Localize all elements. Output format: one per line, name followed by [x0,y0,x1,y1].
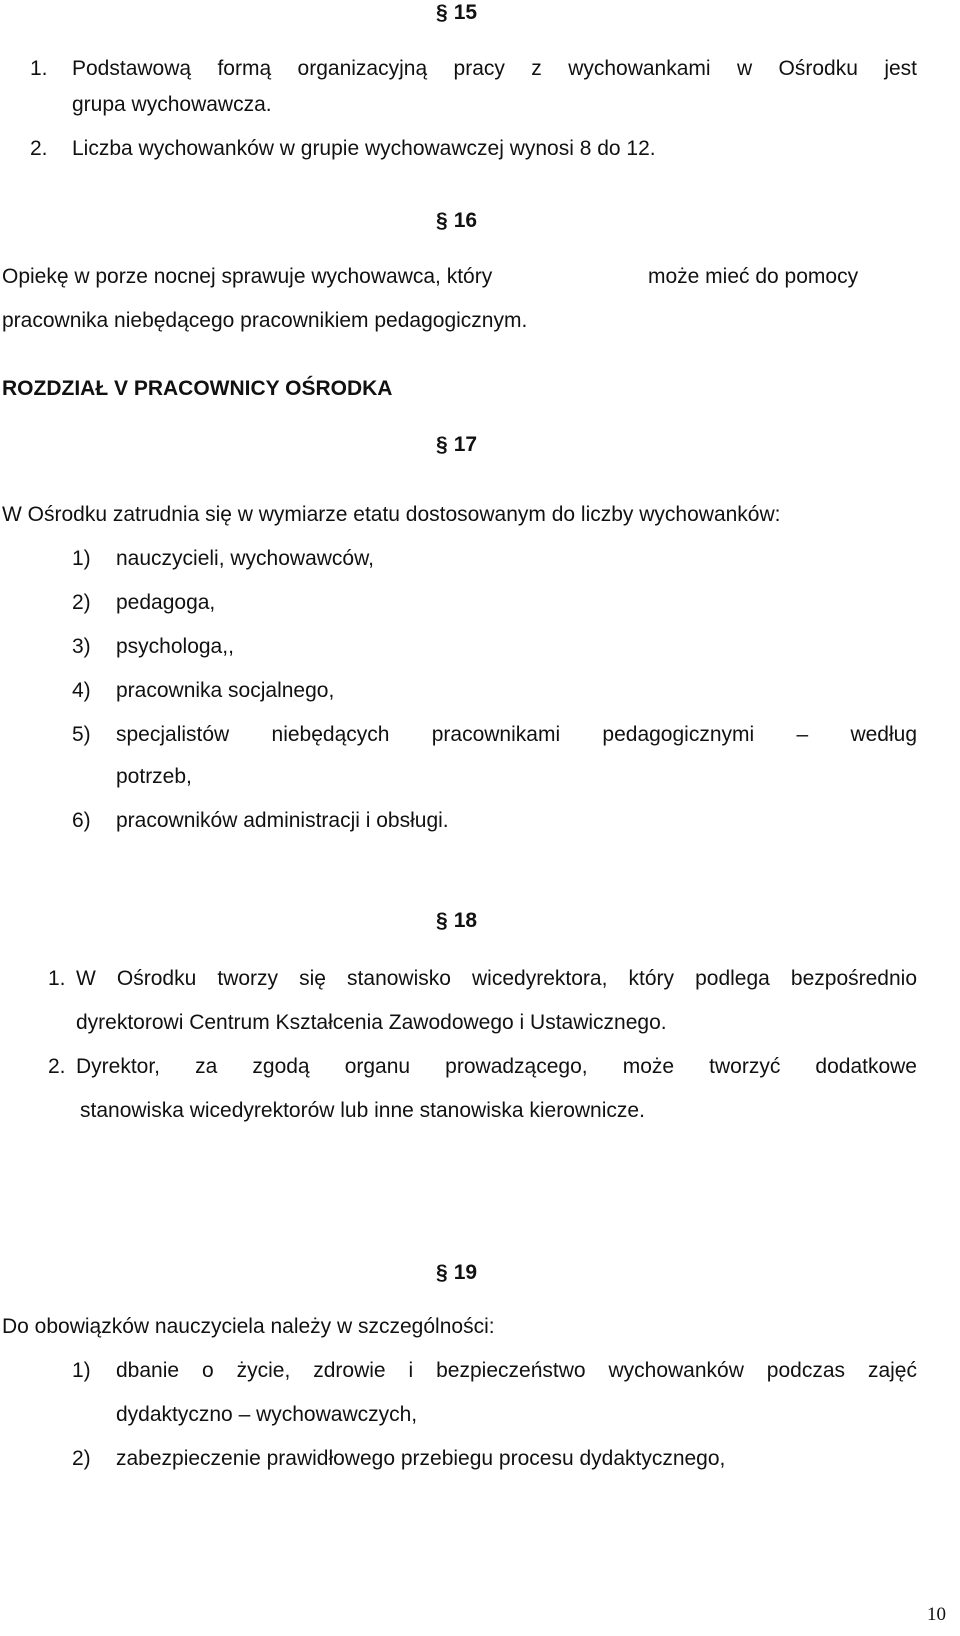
s17-item6-number: 6) [72,809,91,832]
s18-item1-line1: W Ośrodku tworzy się stanowisko wicedyrektora, który podlega bezpośrednio [76,967,917,990]
s17-item4-number: 4) [72,679,91,702]
s16-line1-right: może mieć do pomocy [648,265,859,288]
s17-item6-text: pracowników administracji i obsługi. [116,809,449,832]
s18-item2-line1: Dyrektor, za zgodą organu prowadzącego, może tworzyć dodatkowe [76,1055,917,1078]
section-19-heading [436,1260,477,1286]
section-number: 16 [453,209,478,232]
s19-intro: Do obowiązków nauczyciela należy w szczególności: [2,1315,495,1338]
s17-item3-number: 3) [72,635,91,658]
s17-item1-number: 1) [72,547,91,570]
s15-item1-number: 1. [30,57,48,80]
s18-item1-line2: dyrektorowi Centrum Kształcenia Zawodowego i Ustawicznego. [76,1011,667,1034]
s17-item2-number: 2) [72,591,91,614]
s19-item1-line2: dydaktyczno – wychowawczych, [116,1403,418,1426]
section-symbol: § [436,1,448,24]
s16-line1-left: Opiekę w porze nocnej sprawuje wychowawca, który [2,265,493,288]
s18-item2-number: 2. [48,1055,66,1078]
section-number: 17 [453,433,478,456]
s17-item5-number: 5) [72,723,91,746]
section-16-heading [436,208,477,234]
s17-item5-continuation: potrzeb, [116,765,192,788]
section-18-heading [436,908,477,934]
page-number: 10 [927,1604,946,1625]
section-number: 15 [453,1,478,24]
section-15-heading [436,0,477,26]
s17-item2-text: pedagoga, [116,591,216,614]
chapter-title: ROZDZIAŁ V PRACOWNICY OŚRODKA [2,377,393,400]
section-symbol: § [436,209,448,232]
s18-item1-number: 1. [48,967,66,990]
s15-item1-line2: grupa wychowawcza. [72,93,272,116]
s19-item1-line1: dbanie o życie, zdrowie i bezpieczeństwo wychowanków podczas zajęć [116,1359,917,1382]
section-symbol: § [436,909,448,932]
s15-item2-number: 2. [30,137,48,160]
s17-intro: W Ośrodku zatrudnia się w wymiarze etatu dostosowanym do liczby wychowanków: [2,503,781,526]
s18-item2-line2: stanowiska wicedyrektorów lub inne stanowiska kierownicze. [80,1099,645,1122]
s17-item5-text: specjalistów niebędących pracownikami pedagogicznymi – według [116,723,917,746]
s17-item3-text: psychologa,, [116,635,234,658]
s15-item2-text: Liczba wychowanków w grupie wychowawczej wynosi 8 do 12. [72,137,656,160]
section-number: 18 [453,909,478,932]
s16-line2: pracownika niebędącego pracownikiem pedagogicznym. [2,309,528,332]
section-symbol: § [436,1261,448,1284]
s17-item4-text: pracownika socjalnego, [116,679,335,702]
s17-item1-text: nauczycieli, wychowawców, [116,547,374,570]
s19-item2-number: 2) [72,1447,91,1470]
section-symbol: § [436,433,448,456]
s19-item1-number: 1) [72,1359,91,1382]
s15-item1-line1: Podstawową formą organizacyjną pracy z wychowankami w Ośrodku jest [72,57,917,80]
section-17-heading [436,432,477,458]
section-number: 19 [453,1261,478,1284]
s19-item2-text: zabezpieczenie prawidłowego przebiegu procesu dydaktycznego, [116,1447,726,1470]
